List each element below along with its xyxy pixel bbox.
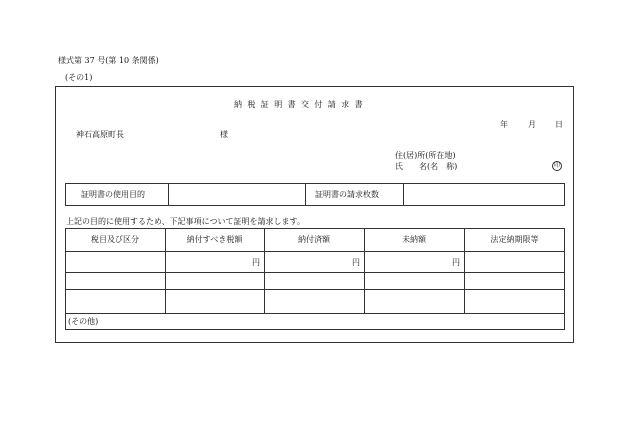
table-row-line-2 (65, 289, 565, 290)
honorific: 様 (220, 130, 228, 139)
table-header-line (65, 251, 565, 252)
date-month-label: 月 (528, 120, 536, 129)
count-label-divider-left (305, 183, 306, 206)
purpose-field[interactable] (180, 185, 302, 204)
count-label-divider-right (403, 183, 404, 206)
name-label: 氏 名(名 称) (395, 162, 458, 171)
yen-mark-paid: 円 (352, 258, 360, 267)
request-text: 上記の目的に使用するため、下記事項について証明を請求します。 (66, 217, 305, 226)
addressee: 神石高原町長 (76, 130, 124, 139)
form-number: 様式第 37 号(第 10 条関係) (58, 56, 159, 65)
table-header-tax-due: 納付すべき税額 (186, 235, 243, 244)
form-sub-number: (その1) (65, 73, 93, 82)
seal-mark: 印 (553, 162, 560, 169)
purpose-divider (168, 183, 169, 206)
table-header-paid: 納付済額 (298, 235, 330, 244)
page-title: 納税証明書交付請求書 (234, 100, 368, 109)
yen-mark-tax-due: 円 (252, 258, 260, 267)
date-year-label: 年 (500, 120, 508, 129)
other-label: (その他) (68, 317, 99, 326)
count-label: 証明書の請求枚数 (315, 190, 379, 199)
address-label: 住(居)所(所在地) (395, 151, 456, 160)
table-row-line-3 (65, 313, 565, 314)
table-header-deadline: 法定納期限等 (490, 235, 539, 244)
table-row-line-1 (65, 272, 565, 273)
purpose-label: 証明書の使用目的 (81, 190, 145, 199)
yen-mark-unpaid: 円 (452, 258, 460, 267)
count-field[interactable] (408, 185, 562, 204)
table-header-tax-type: 税目及び区分 (91, 235, 139, 244)
table-header-unpaid: 未納額 (402, 235, 426, 244)
date-day-label: 日 (555, 120, 563, 129)
